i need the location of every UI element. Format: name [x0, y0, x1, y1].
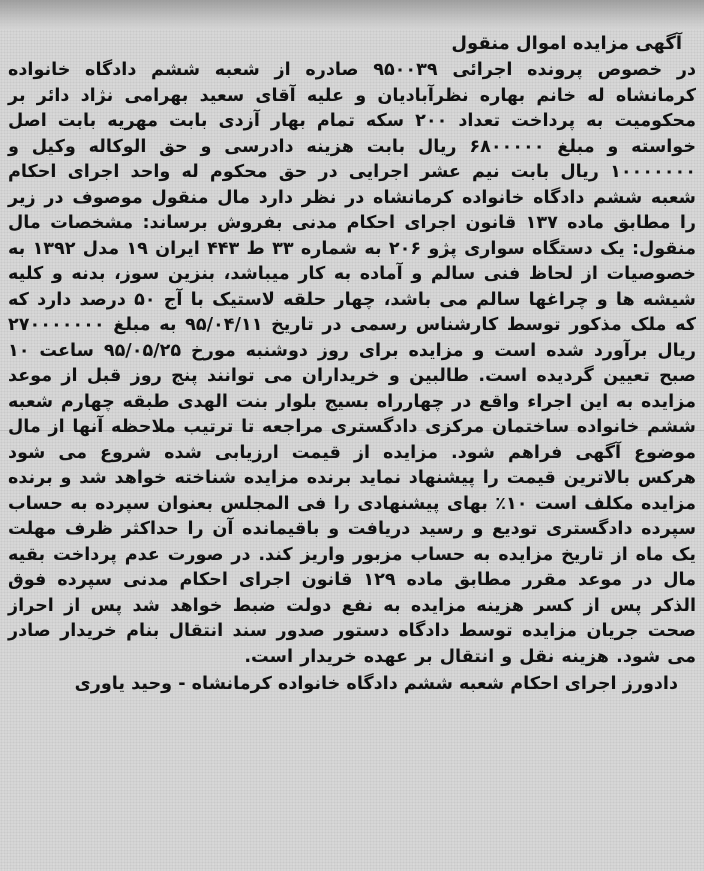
auction-notice	[8, 32, 696, 696]
notice-signature: دادورز اجرای احکام شعبه ششم دادگاه خانواده کرمانشاه - وحید یاوری	[74, 674, 678, 694]
notice-title: آگهی مزایده اموال منقول	[451, 33, 682, 54]
notice-body: در خصوص پرونده اجرائی ۹۵۰۰۳۹ صادره از شعبه ششم دادگاه خانواده کرمانشاه له خانم بهاره نظرآبادیان و علیه آقای سعید بهرامی نژاد دائر بر محکومیت به پرداخت تعداد ۲۰۰ سکه تمام بهار آزدی بابت مهریه بابت اصل خواسته و مبلغ ۶۸۰۰۰۰۰ ریال بابت هزینه دادرسی و حق الوکاله وکیل و ۱۰۰۰۰۰۰۰ ریال بابت نیم عشر اجرایی در حق محکوم له واحد اجرای احکام شعبه ششم دادگاه خانواده کرمانشاه در نظر دارد مال منقول موصوف در زیر را مطابق ماده ۱۳۷ قانون اجرای احکام مدنی بفروش برساند: مشخصات مال منقول: یک دستگاه سواری پژو ۲۰۶ به شماره ۳۳ ط ۴۴۳ ایران ۱۹ مدل ۱۳۹۲ به خصوصیات از لحاظ فنی سالم و آماده به کار میباشد، بنزین سوز، بدنه و کلیه شیشه ها و چراغها سالم می باشد، چهار حلقه لاستیک با آج ۵۰ درصد دارد که که ملک مذکور توسط کارشناس رسمی در تاریخ ۹۵/۰۴/۱۱ به مبلغ ۲۷۰۰۰۰۰۰۰ ریال برآورد شده است و مزایده برای روز دوشنبه مورخ ۹۵/۰۵/۲۵ ساعت ۱۰ صبح تعیین گردیده است. طالبین و خریداران می توانند پنج روز قبل از موعد مزایده به این اجراء واقع در چهارراه بسیج بلوار بنت الهدی طبقه چهارم شعبه ششم خانواده ساختمان مرکزی دادگستری مراجعه تا ترتیب ملاحظه آنها از مال موضوع آگهی فراهم شود. مزایده از قیمت ارزیابی شده شروع می شود هرکس بالاترین قیمت را پیشنهاد نماید برنده مزایده شناخته خواهد شد و برنده مزایده مکلف است ۱۰٪ بهای پیشنهادی را فی المجلس بعنوان سپرده به حساب سپرده دادگستری تودیع و رسید دریافت و باقیمانده آن را حداکثر ظرف مهلت یک ماه از تاریخ مزایده به حساب مزبور واریز کند. در صورت عدم پرداخت بقیه مال در موعد مقرر مطابق ماده ۱۲۹ قانون اجرای احکام مدنی سپرده فوق الذکر پس از کسر هزینه مزایده به نفع دولت ضبط خواهد شد پس از احراز صحت جریان مزایده توسط دادگاه دستور صدور سند انتقال بنام خریدار صادر می شود. هزینه نقل و انتقال بر عهده خریدار است.	[8, 60, 697, 667]
previous-column-bleed	[0, 0, 704, 30]
